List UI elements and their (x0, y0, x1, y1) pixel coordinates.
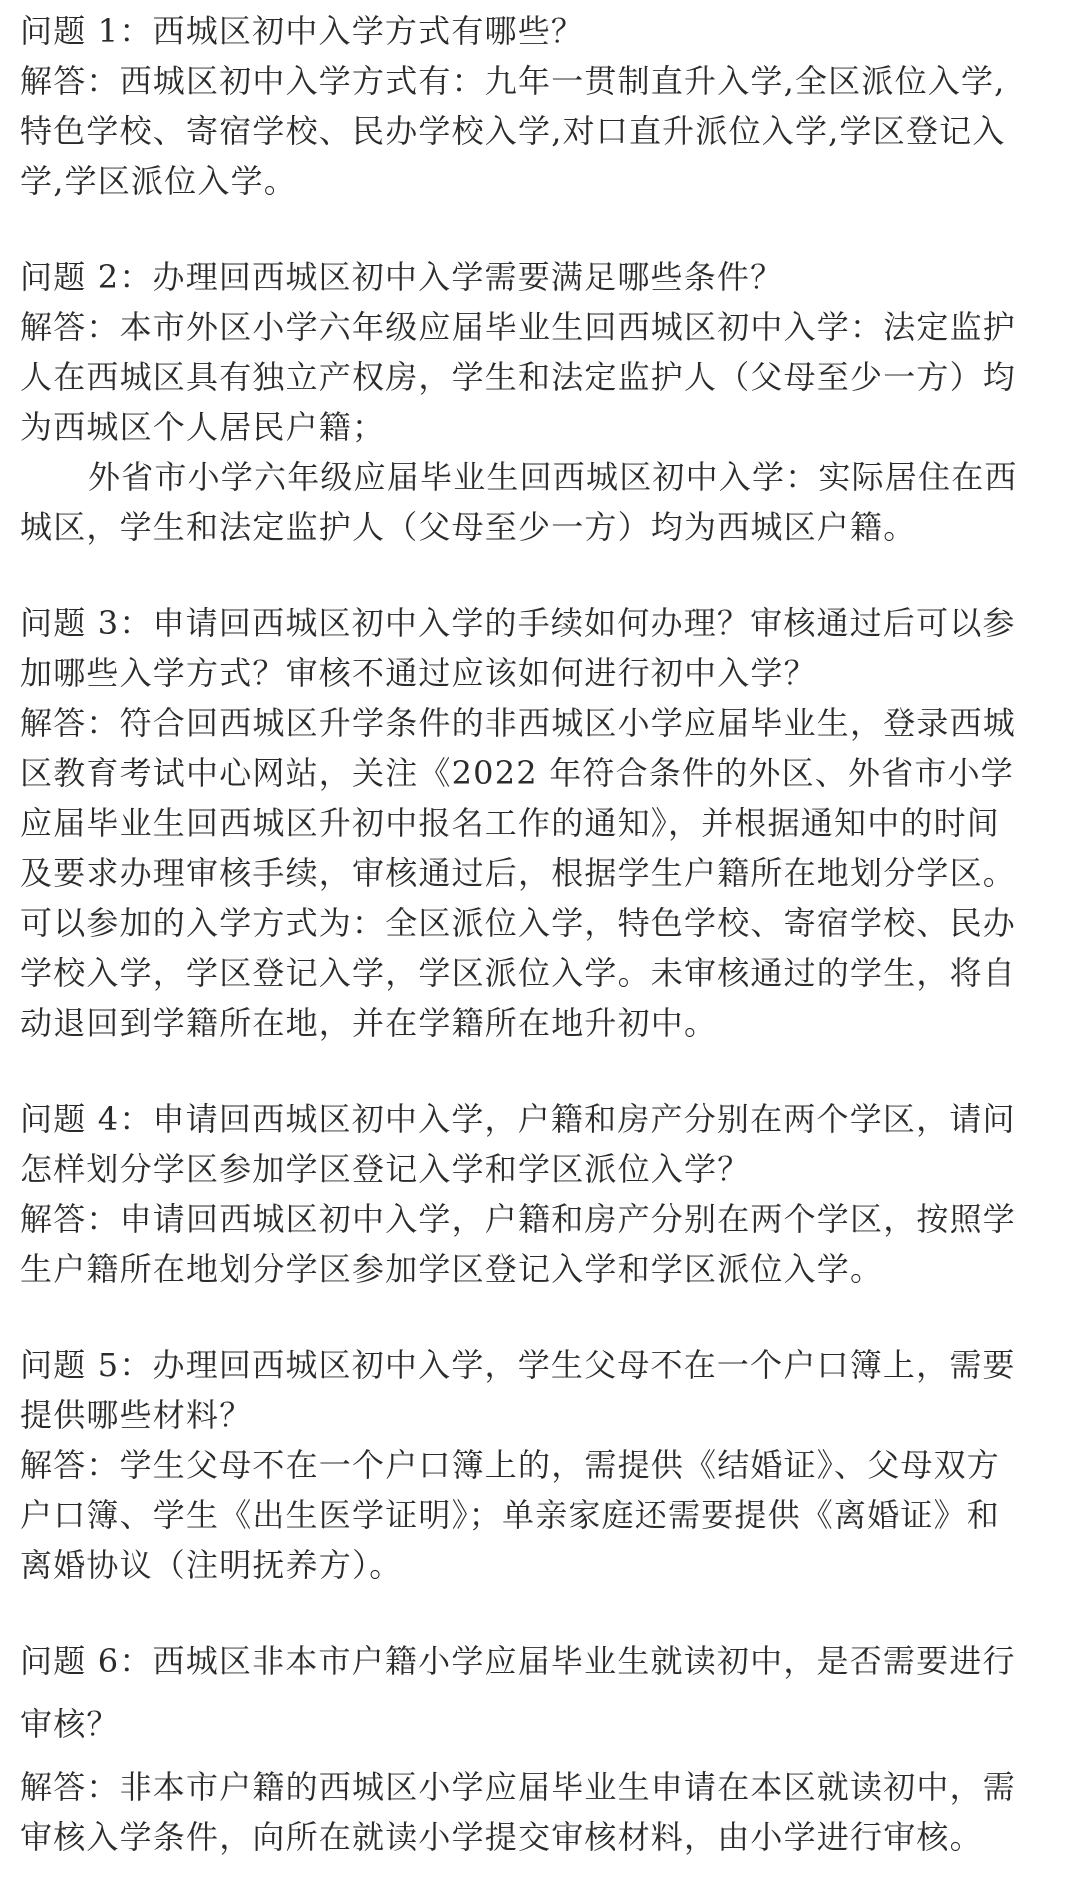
answer-6-line-2: 审核入学条件，向所在就读小学提交审核材料，由小学进行审核。 (20, 1818, 983, 1856)
section-gap (20, 1294, 1060, 1340)
answer-3-line-1: 解答：符合回西城区升学条件的非西城区小学应届毕业生，登录西城 (20, 704, 1017, 742)
question-4-line-2: 怎样划分学区参加学区登记入学和学区派位入学？ (20, 1150, 751, 1188)
section-gap (20, 1048, 1060, 1094)
question-2-line-1: 问题 2：办理回西城区初中入学需要满足哪些条件？ (20, 258, 784, 296)
qa-block-4 (20, 1094, 1060, 1294)
question-1-line-1: 问题 1：西城区初中入学方式有哪些？ (20, 12, 585, 50)
faq-document (20, 6, 1060, 1862)
answer-3-line-7: 动退回到学籍所在地，并在学籍所在地升初中。 (20, 1004, 718, 1042)
answer-3-line-3: 应届毕业生回西城区升初中报名工作的通知》，并根据通知中的时间 (20, 804, 1001, 842)
answer-2-line-3: 为西城区个人居民户籍； (20, 408, 386, 446)
section-gap (20, 1590, 1060, 1636)
qa-block-6 (20, 1636, 1060, 1862)
answer-1-line-3: 学,学区派位入学。 (20, 162, 297, 200)
answer-3-line-6: 学校入学，学区登记入学，学区派位入学。未审核通过的学生，将自 (20, 954, 1017, 992)
answer-5-line-2: 户口簿、学生《出生医学证明》；单亲家庭还需要提供《离婚证》和 (20, 1496, 1001, 1534)
answer-2-line-2: 人在西城区具有独立产权房，学生和法定监护人（父母至少一方）均 (20, 358, 1017, 396)
qa-block-3 (20, 598, 1060, 1048)
qa-block-5 (20, 1340, 1060, 1590)
answer-3-line-5: 可以参加的入学方式为：全区派位入学，特色学校、寄宿学校、民办 (20, 904, 1017, 942)
answer-5-line-3: 离婚协议（注明抚养方）。 (20, 1546, 403, 1584)
answer-4-line-2: 生户籍所在地划分学区参加学区登记入学和学区派位入学。 (20, 1250, 884, 1288)
answer-2-line-5: 城区，学生和法定监护人（父母至少一方）均为西城区户籍。 (20, 508, 917, 546)
question-4-line-1: 问题 4：申请回西城区初中入学，户籍和房产分别在两个学区，请问 (20, 1100, 1016, 1138)
answer-4-line-1: 解答：申请回西城区初中入学，户籍和房产分别在两个学区，按照学 (20, 1200, 1017, 1238)
answer-1-line-2: 特色学校、寄宿学校、民办学校入学,对口直升派位入学,学区登记入 (20, 112, 1006, 150)
answer-1-line-1: 解答：西城区初中入学方式有：九年一贯制直升入学,全区派位入学, (20, 62, 1006, 100)
qa-block-2 (20, 252, 1060, 552)
question-3-line-1: 问题 3：申请回西城区初中入学的手续如何办理？审核通过后可以参 (20, 604, 1016, 642)
answer-2-line-1: 解答：本市外区小学六年级应届毕业生回西城区初中入学：法定监护 (20, 308, 1017, 346)
question-6-line-1: 问题 6：西城区非本市户籍小学应届毕业生就读初中，是否需要进行 (20, 1642, 1016, 1680)
question-5-line-1: 问题 5：办理回西城区初中入学，学生父母不在一个户口簿上，需要 (20, 1346, 1016, 1384)
answer-6-line-1: 解答：非本市户籍的西城区小学应届毕业生申请在本区就读初中，需 (20, 1768, 1017, 1806)
answer-3-line-2: 区教育考试中心网站，关注《2022 年符合条件的外区、外省市小学 (20, 754, 1015, 792)
question-6-line-2: 审核？ (20, 1705, 120, 1743)
answer-3-line-4: 及要求办理审核手续，审核通过后，根据学生户籍所在地划分学区。 (20, 854, 1017, 892)
answer-2-indented-paragraph: 外省市小学六年级应届毕业生回西城区初中入学：实际居住在西 (88, 458, 1018, 496)
section-gap (20, 206, 1060, 252)
section-gap (20, 552, 1060, 598)
qa-block-1 (20, 6, 1060, 206)
answer-5-line-1: 解答：学生父母不在一个户口簿上的，需提供《结婚证》、父母双方 (20, 1446, 1001, 1484)
question-5-line-2: 提供哪些材料？ (20, 1396, 253, 1434)
question-3-line-2: 加哪些入学方式？审核不通过应该如何进行初中入学？ (20, 654, 817, 692)
